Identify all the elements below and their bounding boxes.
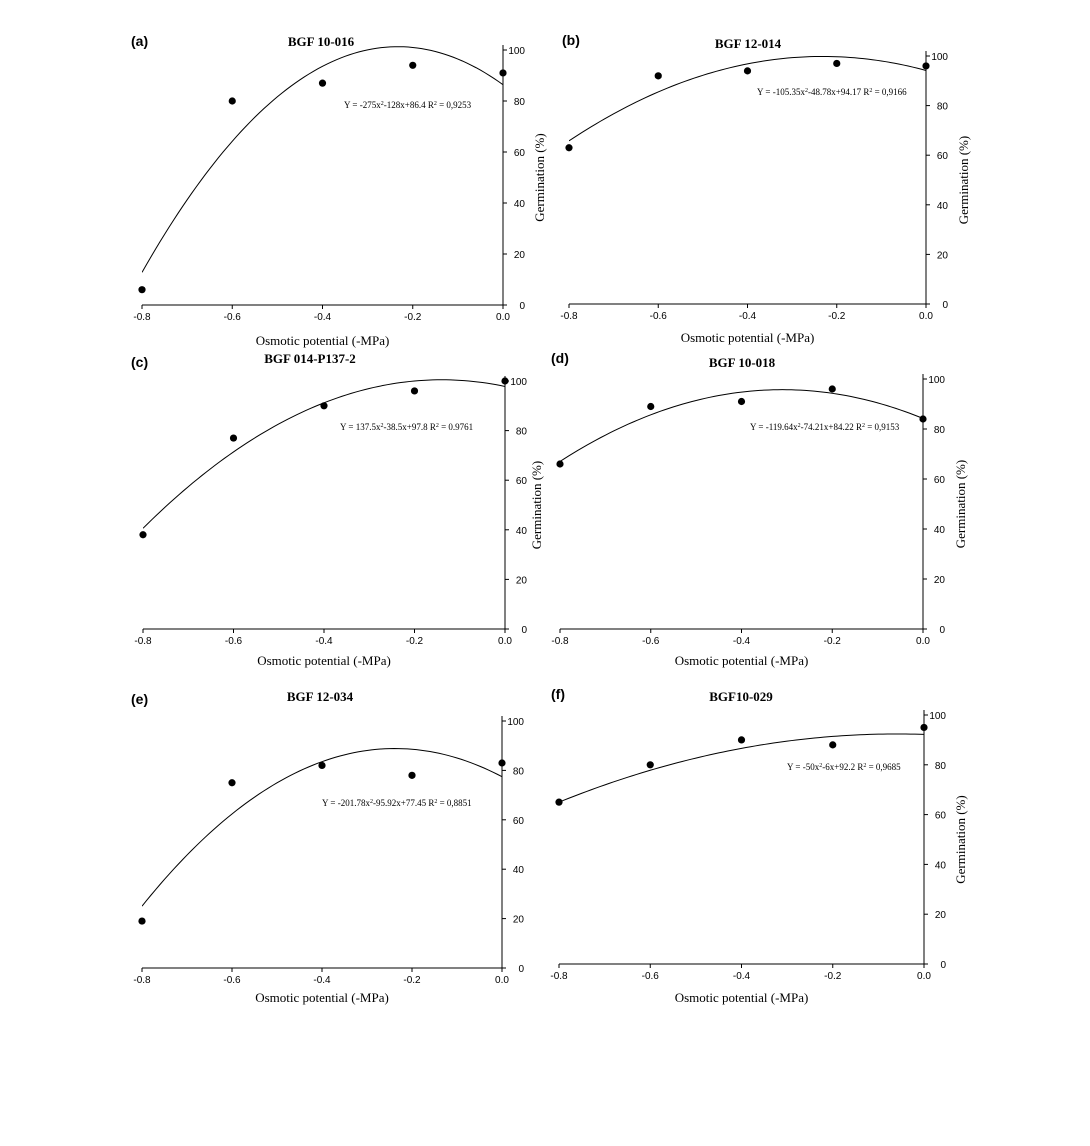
data-point bbox=[655, 72, 662, 79]
y-tick-label: 100 bbox=[928, 375, 945, 386]
fit-curve bbox=[143, 380, 505, 529]
y-tick-label: 20 bbox=[936, 250, 948, 262]
y-tick-label: 80 bbox=[513, 97, 525, 108]
data-point bbox=[556, 460, 563, 467]
x-axis-label: Osmotic potential (-MPa) bbox=[674, 653, 809, 668]
y-tick-label: 20 bbox=[934, 910, 946, 922]
x-tick-label: 0.0 bbox=[917, 971, 931, 982]
data-point bbox=[320, 402, 327, 409]
data-point bbox=[229, 97, 236, 104]
data-point bbox=[555, 799, 562, 806]
x-tick-label: -0.8 bbox=[550, 971, 568, 982]
y-tick-label: 60 bbox=[513, 148, 525, 159]
panel-letter: (d) bbox=[551, 350, 569, 366]
x-tick-label: -0.2 bbox=[405, 636, 424, 647]
panel-title: BGF 12-014 bbox=[714, 36, 782, 51]
panel-b bbox=[560, 32, 971, 345]
y-tick-label: 80 bbox=[515, 426, 527, 438]
x-tick-label: -0.8 bbox=[133, 312, 151, 323]
x-tick-label: -0.4 bbox=[738, 311, 757, 322]
regression-equation: $Y = -105.35x^2-48.78x+94.17$ $R^2 = 0,9166$ bbox=[757, 87, 907, 97]
y-tick-label: 20 bbox=[513, 250, 525, 261]
y-tick-label: 0 bbox=[939, 625, 945, 636]
y-tick-label: 40 bbox=[933, 525, 945, 536]
x-tick-label: -0.8 bbox=[551, 636, 569, 647]
y-tick-label: 40 bbox=[515, 525, 527, 537]
data-point bbox=[498, 759, 505, 766]
y-tick-label: 80 bbox=[936, 101, 948, 113]
y-tick-label: 60 bbox=[936, 151, 948, 163]
data-point bbox=[318, 762, 325, 769]
panel-title: BGF 12-034 bbox=[286, 689, 354, 704]
regression-equation: $Y = -119.64x^2-74.21x+84.22$ $R^2 = 0,9153$ bbox=[750, 422, 900, 432]
y-axis-label: Germination (%) bbox=[529, 460, 544, 550]
y-tick-label: 100 bbox=[931, 52, 948, 63]
x-tick-label: -0.4 bbox=[313, 312, 332, 323]
x-tick-label: -0.2 bbox=[823, 636, 841, 647]
x-tick-label: -0.8 bbox=[133, 975, 151, 986]
x-tick-label: -0.6 bbox=[223, 312, 241, 323]
y-tick-label: 80 bbox=[934, 760, 946, 772]
x-tick-label: -0.4 bbox=[315, 636, 333, 647]
panel-e bbox=[131, 689, 524, 1005]
y-tick-label: 60 bbox=[933, 475, 945, 486]
panel-title: BGF 10-018 bbox=[708, 355, 776, 370]
x-axis-label: Osmotic potential (-MPa) bbox=[255, 990, 389, 1005]
x-tick-label: -0.6 bbox=[223, 975, 241, 986]
x-tick-label: 0.0 bbox=[495, 975, 509, 986]
y-tick-label: 60 bbox=[512, 815, 524, 827]
y-tick-label: 80 bbox=[933, 425, 945, 436]
panel-d bbox=[551, 350, 968, 668]
y-tick-label: 40 bbox=[512, 865, 524, 877]
data-point bbox=[833, 60, 840, 67]
fit-curve bbox=[142, 749, 502, 907]
x-tick-label: 0.0 bbox=[919, 311, 933, 322]
y-tick-label: 0 bbox=[521, 625, 527, 636]
x-tick-label: 0.0 bbox=[916, 636, 930, 647]
x-tick-label: -0.8 bbox=[560, 311, 578, 322]
y-tick-label: 20 bbox=[512, 914, 524, 926]
x-tick-label: 0.0 bbox=[498, 636, 512, 647]
regression-equation: $Y = -275x^2-128x+86.4$ $R^2 = 0,9253$ bbox=[344, 100, 472, 110]
y-tick-label: 100 bbox=[507, 717, 524, 728]
y-tick-label: 20 bbox=[933, 575, 945, 586]
panel-letter: (b) bbox=[562, 32, 580, 48]
data-point bbox=[647, 403, 654, 410]
data-point bbox=[829, 741, 836, 748]
regression-equation: $Y = -50x^2-6x+92.2$ $R^2 = 0,9685$ bbox=[787, 762, 901, 772]
regression-equation: $Y = 137.5x^2-38.5x+97.8$ $R^2 = 0.9761$ bbox=[340, 422, 474, 432]
data-point bbox=[228, 779, 235, 786]
x-tick-label: -0.2 bbox=[828, 311, 846, 322]
y-tick-label: 60 bbox=[934, 810, 946, 822]
y-tick-label: 100 bbox=[510, 377, 527, 388]
y-tick-label: 40 bbox=[513, 199, 525, 210]
data-point bbox=[139, 531, 146, 538]
panel-title: BGF10-029 bbox=[709, 689, 773, 704]
x-tick-label: -0.4 bbox=[313, 975, 331, 986]
x-tick-label: -0.6 bbox=[641, 971, 659, 982]
y-tick-label: 0 bbox=[940, 960, 946, 971]
y-tick-label: 100 bbox=[508, 46, 525, 57]
panel-c bbox=[131, 351, 544, 668]
panel-a bbox=[131, 33, 547, 348]
x-tick-label: 0.0 bbox=[496, 312, 510, 323]
x-tick-label: -0.4 bbox=[732, 636, 751, 647]
y-tick-label: 100 bbox=[929, 711, 946, 722]
y-tick-label: 0 bbox=[519, 301, 525, 312]
y-axis-label: Germination (%) bbox=[953, 459, 968, 549]
x-axis-label: Osmotic potential (-MPa) bbox=[255, 333, 390, 348]
data-point bbox=[647, 761, 654, 768]
x-axis-label: Osmotic potential (-MPa) bbox=[257, 653, 391, 668]
x-tick-label: -0.2 bbox=[403, 975, 421, 986]
data-point bbox=[230, 434, 237, 441]
data-point bbox=[138, 917, 145, 924]
data-point bbox=[738, 398, 745, 405]
data-point bbox=[408, 772, 415, 779]
y-axis-label: Germination (%) bbox=[953, 795, 968, 884]
y-tick-label: 80 bbox=[512, 766, 524, 778]
panel-letter: (e) bbox=[131, 691, 149, 707]
data-point bbox=[922, 62, 929, 69]
regression-equation: $Y = -201.78x^2-95.92x+77.45$ $R^2 = 0,8851$ bbox=[322, 798, 472, 808]
y-tick-label: 0 bbox=[942, 300, 948, 311]
y-tick-label: 40 bbox=[936, 200, 948, 212]
y-tick-label: 20 bbox=[515, 575, 527, 587]
x-axis-label: Osmotic potential (-MPa) bbox=[680, 330, 815, 345]
panel-f bbox=[550, 686, 968, 1005]
data-point bbox=[499, 69, 506, 76]
data-point bbox=[409, 62, 416, 69]
panel-letter: (c) bbox=[131, 354, 149, 370]
panel-letter: (a) bbox=[131, 33, 149, 49]
y-axis-label: Germination (%) bbox=[956, 135, 971, 225]
data-point bbox=[319, 80, 326, 87]
x-tick-label: -0.6 bbox=[649, 311, 667, 322]
data-point bbox=[738, 736, 745, 743]
data-point bbox=[919, 415, 926, 422]
y-axis-label: Germination (%) bbox=[532, 133, 547, 222]
x-tick-label: -0.4 bbox=[732, 971, 751, 982]
data-point bbox=[411, 387, 418, 394]
data-point bbox=[920, 724, 927, 731]
x-tick-label: -0.6 bbox=[642, 636, 660, 647]
panel-title: BGF 10-016 bbox=[287, 34, 355, 49]
y-tick-label: 60 bbox=[515, 476, 527, 488]
panel-title: BGF 014-P137-2 bbox=[264, 351, 356, 366]
x-tick-label: -0.2 bbox=[824, 971, 842, 982]
data-point bbox=[138, 286, 145, 293]
y-tick-label: 40 bbox=[934, 860, 946, 872]
panel-letter: (f) bbox=[551, 686, 565, 702]
data-point bbox=[829, 385, 836, 392]
x-axis-label: Osmotic potential (-MPa) bbox=[674, 990, 809, 1005]
x-tick-label: -0.2 bbox=[404, 312, 422, 323]
data-point bbox=[565, 144, 572, 151]
x-tick-label: -0.8 bbox=[134, 636, 152, 647]
data-point bbox=[744, 67, 751, 74]
y-tick-label: 0 bbox=[518, 964, 524, 975]
data-point bbox=[501, 377, 508, 384]
x-tick-label: -0.6 bbox=[224, 636, 243, 647]
